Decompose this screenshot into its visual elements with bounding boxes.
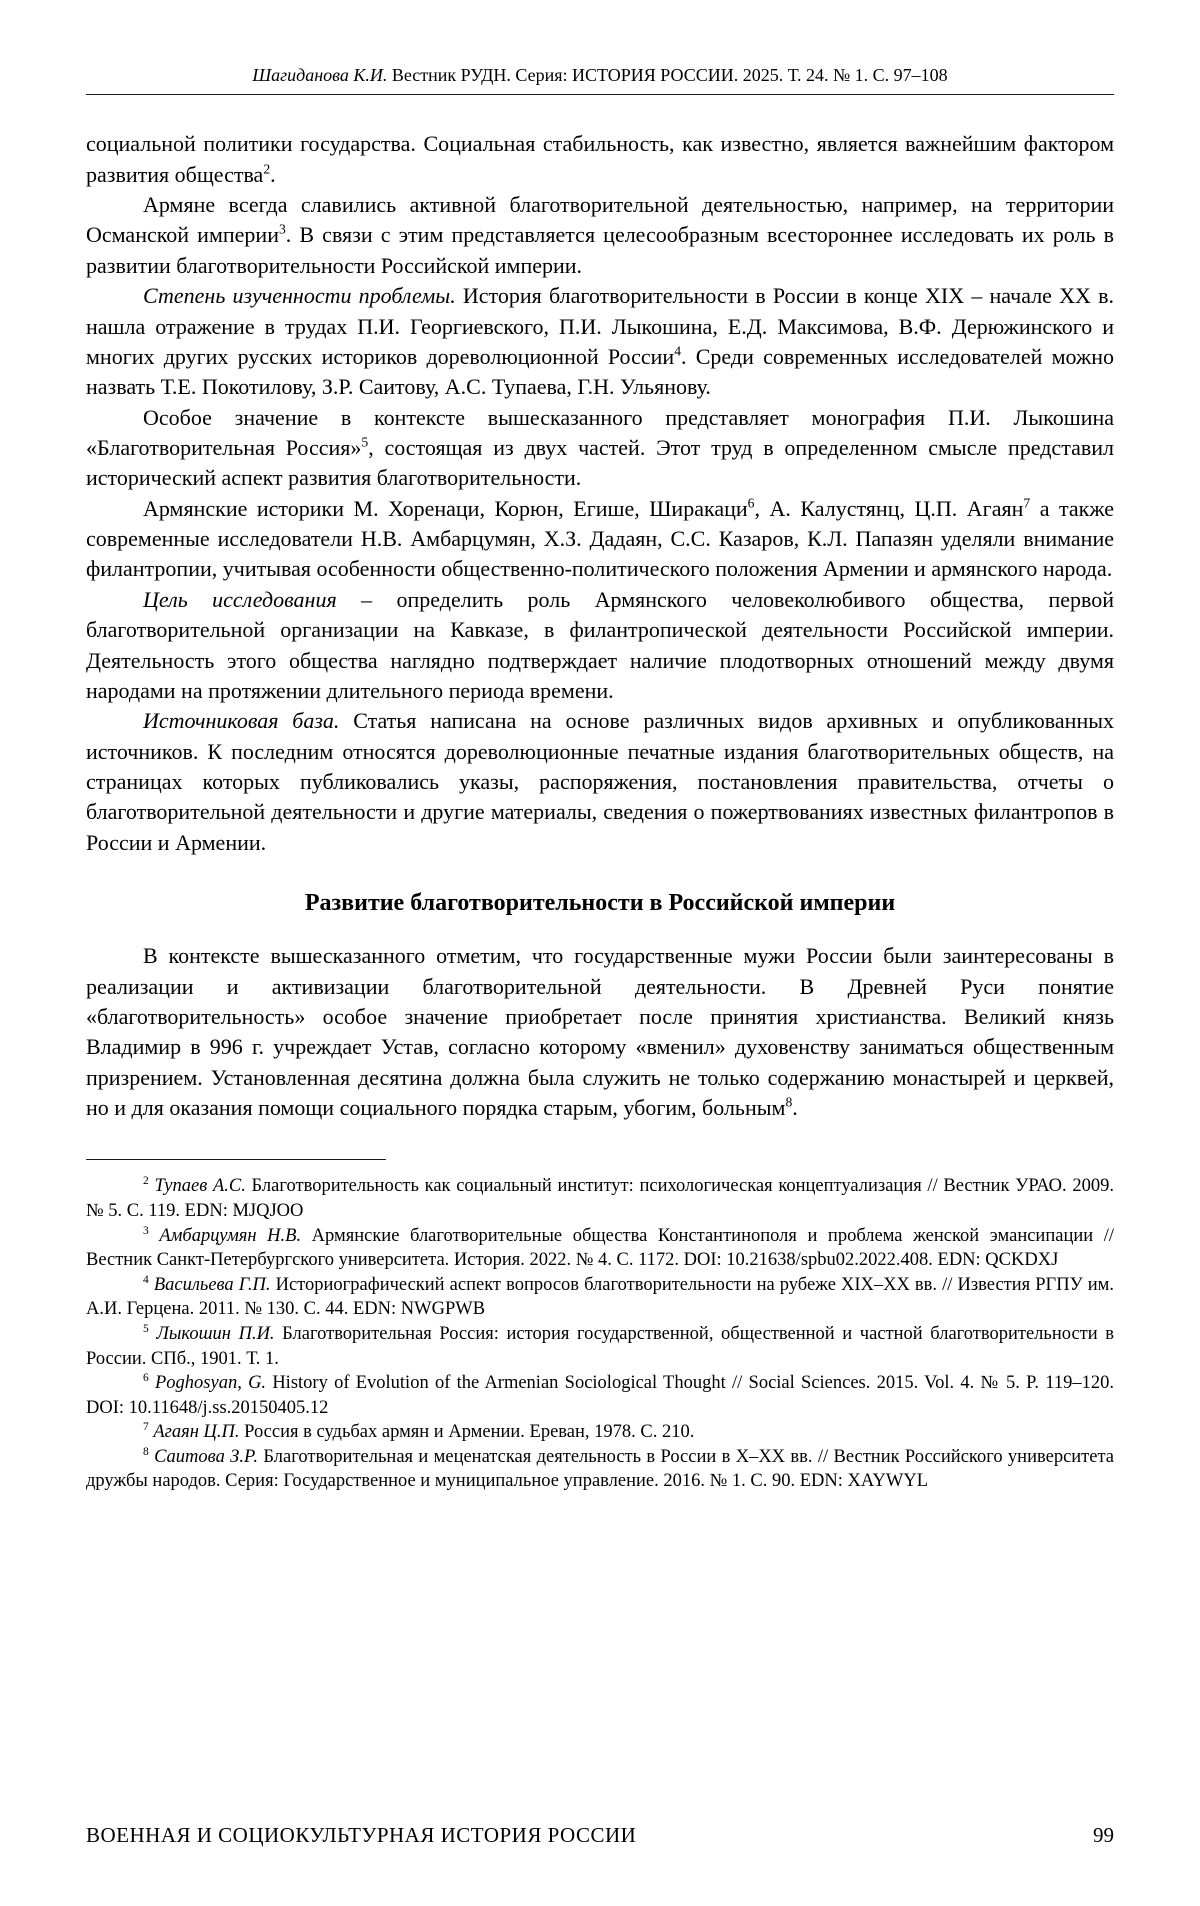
footnote-number: 3	[143, 1224, 149, 1237]
text-run: В контексте вышесказанного отметим, что государственные мужи России были заинтересованы в реализации и активизации благотворительной деятельности. В Древней Руси понятие «благотворительность» особое значение приобретает после принятия христианства. Великий князь Владимир в 996 г. учреждает Устав, согласно которому «вменил» духовенству заниматься общественным призрением. Установленная десятина должна была служить не только содержанию монастырей и церквей, но и для оказания помощи социального порядка старым, убогим, больным	[86, 943, 1114, 1120]
text-run: а также современные исследователи Н.В. Амбарцумян, Х.З. Дадаян, С.С. Казаров, К.Л. Папазян уделяли внимание филантропии, учитывая особенности общественно-политического положения Армении и армянского народа.	[86, 495, 1114, 582]
text-run: Лыкошин П.И.	[148, 1323, 275, 1344]
body-paragraph	[86, 494, 1114, 585]
text-run: . В связи с этим представляется целесообразным всестороннее исследовать их роль в развитии благотворительности Российской империи.	[86, 222, 1114, 278]
footnote-number: 4	[143, 1273, 149, 1286]
text-run: , состоящая из двух частей. Этот труд в определенном смысле представил исторический аспект развития благотворительности.	[86, 434, 1114, 491]
text-run: – определить роль Армянского человеколюбивого общества, первой благотворительной организации на Кавказе, в филантропической деятельности Российской империи. Деятельность этого общества наглядно подтверждает наличие плодотворных отношений между двумя народами на протяжении длительного периода времени.	[86, 586, 1115, 703]
footnote-separator	[86, 1159, 386, 1160]
footnote-ref: 3	[278, 222, 286, 238]
text-run: .	[270, 161, 276, 187]
running-head	[86, 64, 1114, 95]
text-run: Poghosyan, G.	[148, 1373, 267, 1394]
body-paragraph	[86, 706, 1114, 858]
running-head-author: Шагиданова К.И.	[252, 65, 388, 85]
text-run: Тупаев А.С.	[148, 1176, 246, 1197]
footnote-item	[86, 1174, 1114, 1223]
text-run: Благотворительная Россия: история государственной, общественной и частной благотворительности в России. СПб., 1901. Т. 1.	[86, 1323, 1114, 1369]
text-run: Армянские историки М. Хоренаци, Корюн, Егише, Ширакаци	[143, 495, 748, 521]
text-run: .	[792, 1095, 798, 1120]
footnote-number: 8	[143, 1445, 149, 1458]
text-run: Источниковая база.	[143, 708, 340, 734]
page-number: 99	[1093, 1823, 1114, 1847]
body-paragraph	[86, 281, 1114, 402]
text-run: Статья написана на основе различных видов архивных и опубликованных источников. К последним относятся дореволюционные печатные издания благотворительных обществ, на страницах которых публиковались указы, распоряжения, постановления правительства, отчеты о благотворительной деятельности и другие материалы, сведения о пожертвованиях известных филантропов в России и Армении.	[86, 708, 1114, 855]
footnote-item	[86, 1445, 1114, 1494]
footnote-ref: 7	[1023, 495, 1031, 511]
body-paragraph	[86, 129, 1114, 190]
article-body	[86, 129, 1114, 1123]
text-run: History of Evolution of the Armenian Sociological Thought // Social Sciences. 2015. Vol. 4. № 5. P. 119–120. DOI: 10.11648/j.ss.20150405.12	[86, 1373, 1114, 1418]
footnotes-list	[86, 1174, 1114, 1494]
footnote-item	[86, 1420, 1114, 1445]
body-paragraph	[86, 190, 1114, 281]
footnote-ref: 4	[674, 343, 681, 359]
text-run: Благотворительность как социальный институт: психологическая концептуализация // Вестник УРАО. 2009. № 5. С. 119. EDN: MJQJOO	[86, 1176, 1114, 1221]
text-run: Особое значение в контексте вышесказанного представляет монография П.И. Лыкошина «Благотворительная Россия»	[86, 404, 1114, 460]
text-run: Амбарцумян Н.В.	[148, 1225, 302, 1246]
page-footer	[86, 1823, 1114, 1848]
text-run: Васильева Г.П.	[148, 1274, 271, 1295]
text-run: Россия в судьбах армян и Армении. Ереван, 1978. С. 210.	[239, 1422, 695, 1443]
body-paragraph	[86, 941, 1114, 1123]
running-head-citation: Вестник РУДН. Серия: ИСТОРИЯ РОССИИ. 2025. Т. 24. № 1. С. 97–108	[387, 65, 948, 85]
footnote-ref: 6	[747, 495, 755, 511]
body-paragraph	[86, 403, 1114, 494]
text-run: , А. Калустянц, Ц.П. Агаян	[754, 495, 1024, 521]
footnote-item	[86, 1224, 1114, 1273]
text-run: История благотворительности в России в конце XIX – начале XX в. нашла отражение в трудах П.И. Георгиевского, П.И. Лыкошина, Е.Д. Максимова, В.Ф. Дерюжинского и многих других русских историков дореволюционной России	[86, 283, 1115, 369]
footnote-ref: 2	[263, 161, 271, 177]
section-heading: Развитие благотворительности в Российской империи	[304, 890, 896, 917]
footnote-number: 2	[143, 1175, 149, 1188]
footnote-item	[86, 1273, 1114, 1322]
body-paragraph	[86, 585, 1114, 706]
footnote-ref: 8	[785, 1094, 793, 1110]
footer-section-title: ВОЕННАЯ И СОЦИОКУЛЬТУРНАЯ ИСТОРИЯ РОССИИ	[86, 1823, 637, 1847]
footnote-ref: 5	[361, 434, 369, 450]
footnote-item	[86, 1371, 1114, 1420]
text-run: Цель исследования	[143, 586, 337, 612]
text-run: Армянские благотворительные общества Константинополя и проблема женской эмансипации // Вестник Санкт-Петербургского университета. История. 2022. № 4. С. 1172. DOI: 10.21638/spbu02.2022.408. EDN: QCKDXJ	[86, 1225, 1115, 1271]
footnote-number: 6	[143, 1371, 149, 1384]
footnote-item	[86, 1322, 1114, 1371]
text-run: Саитова З.Р.	[148, 1446, 259, 1467]
footnote-number: 7	[143, 1421, 149, 1434]
text-run: . Среди современных исследователей можно назвать Т.Е. Покотилову, З.Р. Саитову, А.С. Тупаева, Г.Н. Ульянову.	[86, 343, 1114, 400]
text-run: Благотворительная и меценатская деятельность в России в X–XX вв. // Вестник Российского университета дружбы народов. Серия: Государственное и муниципальное управление. 2016. № 1. С. 90. EDN: XAYWYL	[86, 1446, 1115, 1492]
text-run: Степень изученности проблемы.	[143, 283, 456, 309]
footnote-number: 5	[143, 1322, 149, 1335]
text-run: Агаян Ц.П.	[148, 1422, 240, 1443]
text-run: Армяне всегда славились активной благотворительной деятельностью, например, на территории Османской империи	[86, 192, 1114, 248]
text-run: социальной политики государства. Социальная стабильность, как известно, является важнейшим фактором развития общества	[86, 131, 1114, 187]
text-run: Историографический аспект вопросов благотворительности на рубеже XIX–XX вв. // Известия РГПУ им. А.И. Герцена. 2011. № 130. С. 44. EDN: NWGPWB	[86, 1274, 1114, 1320]
